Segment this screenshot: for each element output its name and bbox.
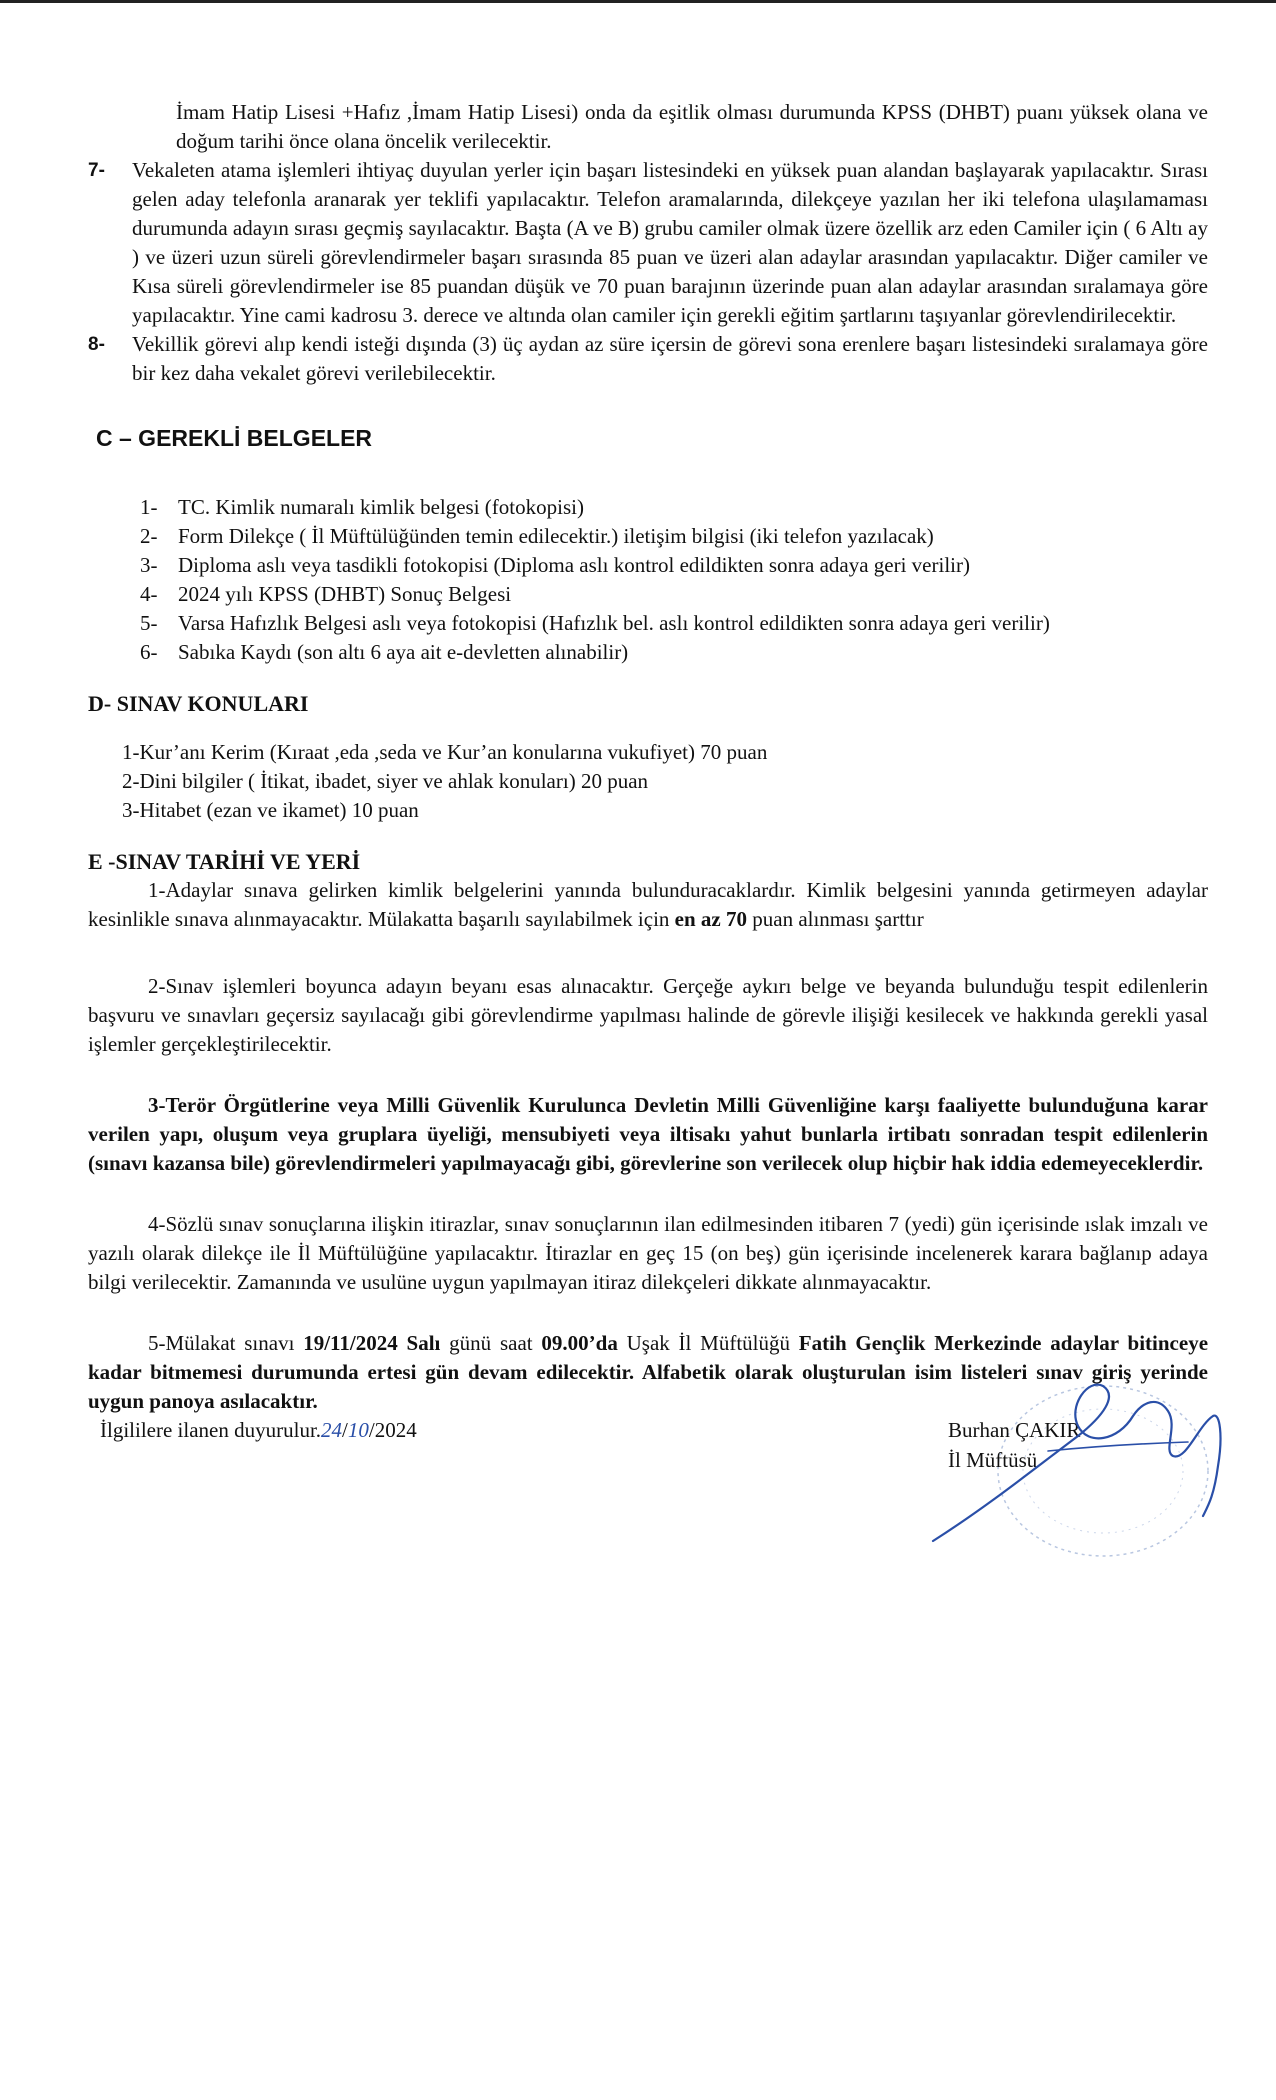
- list-item: [140, 638, 1208, 667]
- list-item: 2-Dini bilgiler ( İtikat, ibadet, siyer ve ahlak konuları) 20 puan: [122, 769, 649, 793]
- item-text: Vekaleten atama işlemleri ihtiyaç duyulan yerler için başarı listesindeki en yüksek puan alandan başlayarak yapılacaktır. Sırası gelen aday telefonla aranarak yer teklifi yapılacaktır. Telefon aramalarında, dilekçeye yazılan her iki telefona ulaşılamaması durumunda adayın sırası geçmiş sayılacaktır. Başta (A ve B) grubu camiler olmak üzere özellik arz eden Camiler için ( 6 Altı ay ) ve üzeri uzun süreli görevlendirmeler başarı sırasında 85 puan ve üzeri alan adaylar arasından yapılacaktır. Diğer camiler ve Kısa süreli görevlendirmeler ise 85 puandan düşük ve 70 puan barajının üzerinde puan alan adaylar arasından sıralamaya göre yapılacaktır. Yine cami kadrosu 3. derece ve altında olan camiler için gerekli eğitim şartlarını taşıyanlar görevlendirilecektir.: [132, 158, 1208, 327]
- list-item: [140, 522, 1208, 551]
- handwritten-day: 24: [321, 1418, 343, 1442]
- spacer: [88, 1178, 1208, 1210]
- list-item: [140, 609, 1208, 638]
- paragraph-text: günü saat: [440, 1331, 542, 1355]
- item-text: Vekillik görevi alıp kendi isteği dışında (3) üç aydan az süre içersin de görevi sona erenlere başarı listesindeki sıralamaya göre bir kez daha vekalet görevi verilebilecektir.: [132, 332, 1208, 385]
- exam-topics-list: [122, 738, 1208, 825]
- spacer: [88, 1297, 1208, 1329]
- announcement-line: [100, 1416, 417, 1445]
- handwritten-signature: [928, 1356, 1228, 1556]
- paragraph-text: Uşak İl Müftülüğü: [617, 1331, 799, 1355]
- section-e-heading: E -SINAV TARİHİ VE YERİ: [88, 849, 361, 874]
- item-text: Diploma aslı veya tasdikli fotokopisi (Diploma aslı kontrol edildikten sonra adaya geri verilir): [178, 553, 970, 577]
- handwritten-month: 10: [347, 1418, 369, 1442]
- min-score-text: en az 70: [674, 907, 747, 931]
- item-number: 6-: [140, 640, 158, 664]
- spacer: [88, 934, 1208, 972]
- section-d-heading: D- SINAV KONULARI: [88, 691, 309, 716]
- item-text: Form Dilekçe ( İl Müftülüğünden temin edilecektir.) iletişim bilgisi (iki telefon yazılacak): [178, 524, 934, 548]
- date-year: /2024: [368, 1418, 417, 1442]
- item-text: Varsa Hafızlık Belgesi aslı veya fotokopisi (Hafızlık bel. aslı kontrol edildikten sonra adaya geri verilir): [178, 611, 1050, 635]
- exam-date: 19/11/2024 Salı: [303, 1331, 441, 1355]
- item-number: 5-: [140, 611, 158, 635]
- spacer: [88, 1059, 1208, 1091]
- paragraph-text: 1-Adaylar sınava gelirken kimlik belgelerini yanında bulunduracaklardır. Kimlik belgesini yanında getirmeyen adaylar kesinlikle sınava alınmayacaktır. Mülakatta başarılı sayılabilmek için: [88, 878, 1208, 931]
- item-number: 3-: [140, 553, 158, 577]
- paragraph-text: 5-Mülakat sınavı: [148, 1331, 304, 1355]
- list-item: [140, 580, 1208, 609]
- signatory-title: İl Müftüsü: [948, 1448, 1038, 1472]
- list-item: [140, 551, 1208, 580]
- paragraph-e3: 3-Terör Örgütlerine veya Milli Güvenlik Kurulunca Devletin Milli Güvenliğine karşı faaliyette bulunduğuna karar verilen yapı, oluşum veya gruplara üyeliği, mensubiyeti veya iltisakı yahut bunlarla irtibatı sonradan tespit edilenlerin (sınavı kazansa bile) görevlendirmeleri yapılmayacağı gibi, görevlerine son verilecek olup hiçbir hak iddia edemeyeceklerdir.: [88, 1093, 1208, 1175]
- item-number: 1-: [140, 495, 158, 519]
- document-page: [88, 98, 1208, 1556]
- paragraph-text: puan alınması şarttır: [747, 907, 924, 931]
- item-number: 8-: [88, 334, 105, 355]
- item-text: 2024 yılı KPSS (DHBT) Sonuç Belgesi: [178, 582, 512, 606]
- top-rule: [0, 0, 1276, 3]
- announcement-text: İlgililere ilanen duyurulur.: [100, 1418, 322, 1442]
- item-number: 4-: [140, 582, 158, 606]
- list-item: 1-Kur’anı Kerim (Kıraat ,eda ,seda ve Kur’an konularına vukufiyet) 70 puan: [122, 740, 768, 764]
- date-separator: /: [342, 1418, 348, 1442]
- intro-paragraph: İmam Hatip Lisesi +Hafız ,İmam Hatip Lisesi) onda da eşitlik olması durumunda KPSS (DHBT) puanı yüksek olana ve doğum tarihi önce olana öncelik verilecektir.: [176, 100, 1208, 153]
- paragraph-e1: [88, 876, 1208, 934]
- numbered-items: [88, 156, 1208, 388]
- list-item: [140, 493, 1208, 522]
- item-number: 2-: [140, 524, 158, 548]
- paragraph-e2: 2-Sınav işlemleri boyunca adayın beyanı esas alınacaktır. Gerçeğe aykırı belge ve beyanda bulunduğu tespit edilenlerin başvuru ve sınavları geçersiz sayılacağı gibi görevlendirme yapılması halinde de görevle ilişiği kesilecek ve hakkında gerekli yasal işlemler gerçekleştirilecektir.: [88, 974, 1208, 1056]
- signature-area: [88, 1416, 1208, 1556]
- exam-time: 09.00’da: [541, 1331, 618, 1355]
- required-documents-list: [140, 493, 1208, 667]
- exam-location: Fatih Gençlik Merkezinde adaylar bitinceye kadar bitmemesi durumunda ertesi gün devam edilecektir. Alfabetik olarak oluşturulan isim listeleri sınav giriş yerinde uygun panoya asılacaktır.: [88, 1331, 1209, 1413]
- list-item: 3-Hitabet (ezan ve ikamet) 10 puan: [122, 798, 419, 822]
- signatory-name: Burhan ÇAKIR: [948, 1418, 1081, 1442]
- item-number: 7-: [88, 160, 105, 181]
- section-c-heading: C – GEREKLİ BELGELER: [96, 425, 373, 451]
- paragraph-e4: 4-Sözlü sınav sonuçlarına ilişkin itirazlar, sınav sonuçlarının ilan edilmesinden itibaren 7 (yedi) gün içerisinde ıslak imzalı ve yazılı olarak dilekçe ile İl Müftülüğüne yapılacaktır. İtirazlar en geç 15 (on beş) gün içerisinde incelenerek karara bağlanıp adaya bilgi verilecektir. Zamanında ve usulüne uygun yapılmayan itiraz dilekçeleri dikkate alınmayacaktır.: [88, 1212, 1208, 1294]
- list-item: [88, 330, 1208, 388]
- item-text: TC. Kimlik numaralı kimlik belgesi (fotokopisi): [178, 495, 584, 519]
- list-item: [88, 156, 1208, 330]
- item-text: Sabıka Kaydı (son altı 6 aya ait e-devletten alınabilir): [178, 640, 629, 664]
